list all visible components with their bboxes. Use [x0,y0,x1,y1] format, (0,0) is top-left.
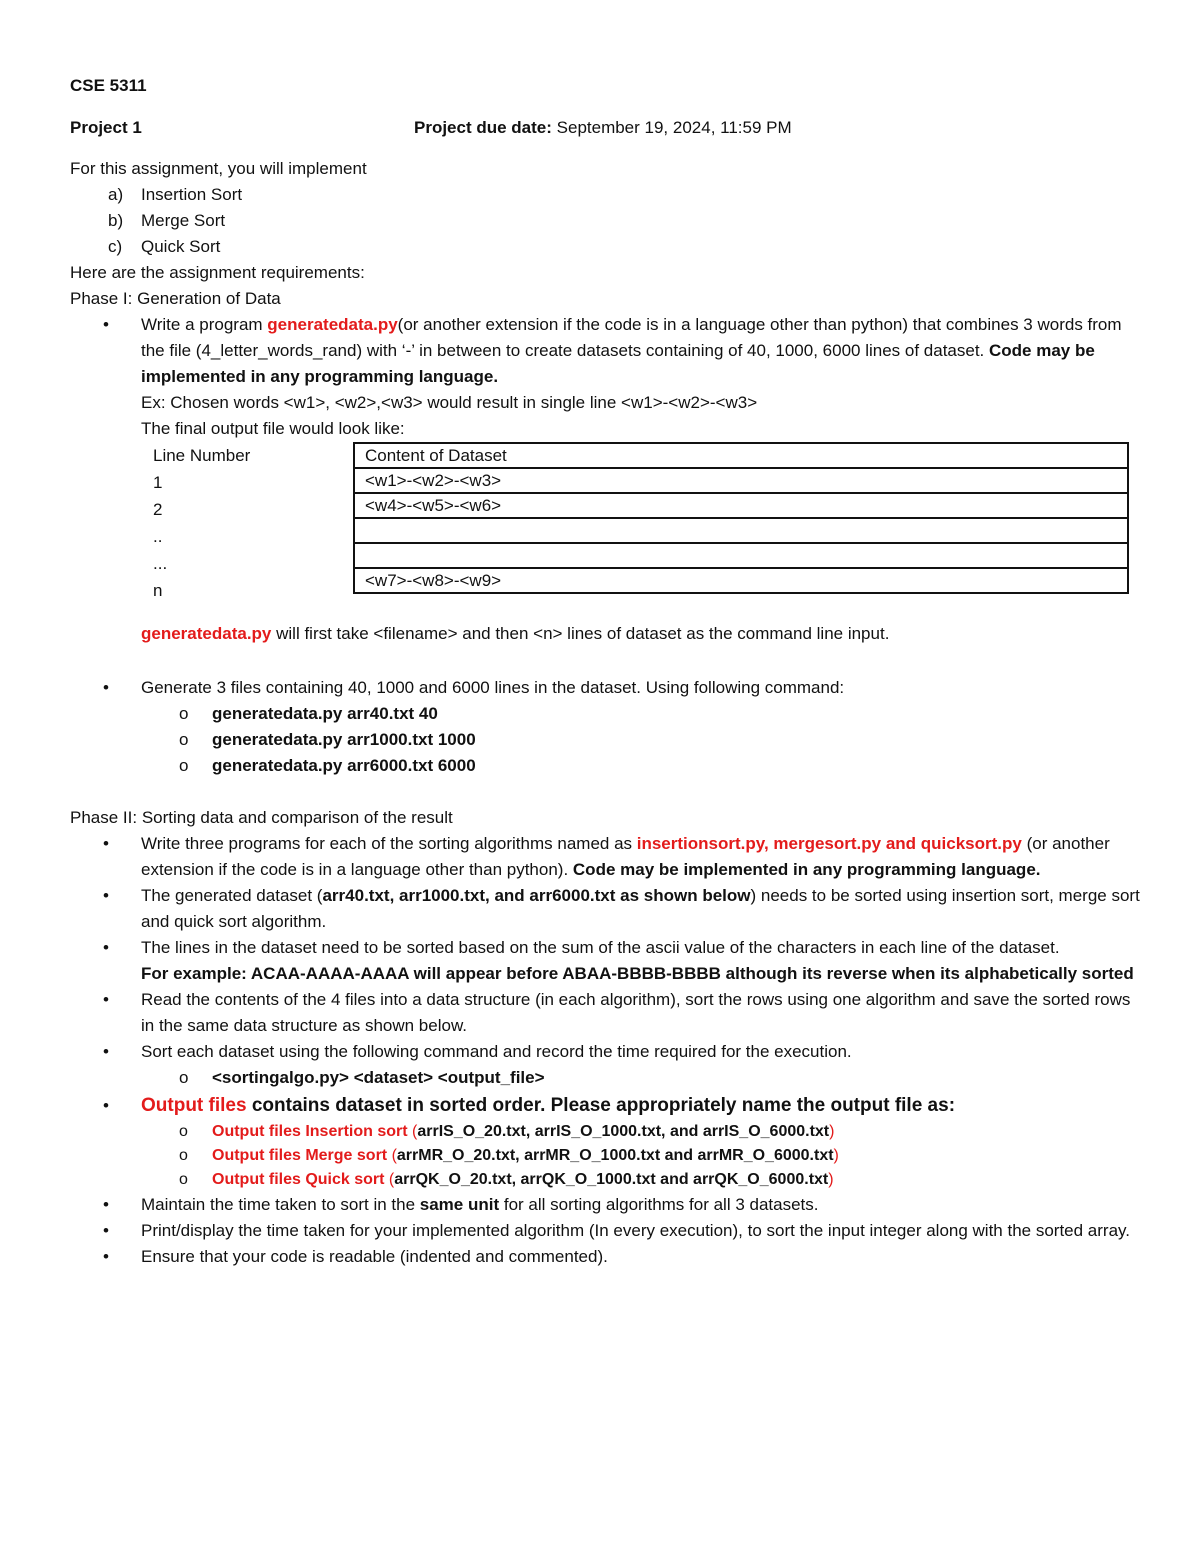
bullet-icon: • [103,886,109,905]
due-label: Project due date: [414,118,552,137]
table-cell: <w1>-<w2>-<w3> [354,468,1128,493]
output-intro: The final output file would look like: [141,419,405,438]
bullet-icon: • [103,938,109,957]
table-header-cell: Content of Dataset [354,443,1128,468]
line-number: n [153,581,163,600]
bullet-icon: • [103,1096,109,1115]
table-row [354,493,1128,518]
phase1-list [70,312,1140,442]
program-name: generatedata.py [141,624,272,643]
document-page [70,73,1140,1270]
list-item: • Ensure that your code is readable (indented and commented). [70,1244,1140,1270]
sort-example: For example: ACAA-AAAA-AAAA will appear before ABAA-BBBB-BBBB although its reverse when its alphabetically sorted [141,964,1134,983]
list-item: • Output files contains dataset in sorted order. Please appropriately name the output file as: o Output files Insertion sort (arrIS_O_20.txt, arrIS_O_1000.txt, and arrIS_O_6000.txt) o Output files Merge sort (arrMR_O_20.txt, arrMR_O_1000.txt and arrMR_O_6000.txt) o Output files Quick sort (arrQK_O_20.txt, arrQK_O_1000.txt and arrQK_O_6000.txt) [70,1091,1140,1192]
command-item: o generatedata.py arr1000.txt 1000 [179,730,476,749]
table-row [354,568,1128,593]
table-cell: <w4>-<w5>-<w6> [354,493,1128,518]
course-code: CSE 5311 [70,76,147,95]
line-number-header: Line Number [153,446,251,465]
table-row [354,543,1128,568]
phase2-title: Phase II: Sorting data and comparison of the result [70,808,453,827]
after-table-note: generatedata.py will first take <filename> and then <n> lines of dataset as the command line input. [141,624,890,643]
output-item: o Output files Merge sort (arrMR_O_20.txt, arrMR_O_1000.txt and arrMR_O_6000.txt) [179,1147,839,1164]
list-item: • Sort each dataset using the following command and record the time required for the execution. o <sortingalgo.py> <dataset> <output_file> [70,1039,1140,1091]
phase1-title: Phase I: Generation of Data [70,289,281,308]
list-item: • Print/display the time taken for your implemented algorithm (In every execution), to sort the input integer along with the sorted array. [70,1218,1140,1244]
line-number: .. [153,527,163,546]
bullet-icon: • [103,678,109,697]
phase2-list [70,831,1140,1270]
line-number-column [153,442,353,604]
bullet-icon: • [103,990,109,1009]
output-item: o Output files Insertion sort (arrIS_O_20.txt, arrIS_O_1000.txt, and arrIS_O_6000.txt) [179,1123,835,1140]
phase1-list-2 [70,675,1140,779]
dataset-table [353,442,1129,594]
table-cell: <w7>-<w8>-<w9> [354,568,1128,593]
list-item: b) Merge Sort [108,211,226,230]
command-item: o generatedata.py arr6000.txt 6000 [179,756,476,775]
output-file-list [141,1120,1140,1192]
output-item: o Output files Quick sort (arrQK_O_20.txt, arrQK_O_1000.txt and arrQK_O_6000.txt) [179,1171,834,1188]
requirements-heading: Here are the assignment requirements: [70,263,365,282]
table-row [354,518,1128,543]
example-text: Ex: Chosen words <w1>, <w2>,<w3> would result in single line <w1>-<w2>-<w3> [141,393,758,412]
program-name: generatedata.py [267,315,398,334]
command-item: o <sortingalgo.py> <dataset> <output_file> [179,1068,545,1087]
bullet-icon: • [103,1042,109,1061]
algorithm-list [70,182,1140,260]
due-date [414,115,792,141]
list-item: c) Quick Sort [108,237,221,256]
bullet-icon: • [103,1247,109,1266]
list-item: • The lines in the dataset need to be sorted based on the sum of the ascii value of the characters in each line of the dataset. For example: ACAA-AAAA-AAAA will appear before ABAA-BBBB-BBBB although its reverse when its alphabetically sorted [70,935,1140,987]
list-item: • Read the contents of the 4 files into a data structure (in each algorithm), sort the rows using one algorithm and save the sorted rows in the same data structure as shown below. [70,987,1140,1039]
line-number: ... [153,554,168,573]
dataset-table-wrap [141,442,1140,600]
list-item: • Write a program generatedata.py(or another extension if the code is in a language other than python) that combines 3 words from the file (4_letter_words_rand) with ‘-’ in between to create datasets containing of 40, 1000, 6000 lines of dataset. Code may be implemented in any programming language. Ex: Chosen words <w1>, <w2>,<w3> would result in single line <w1>-<w2>-<w3> The final output file would look like: [70,312,1140,442]
program-names: insertionsort.py, mergesort.py and quicksort.py [636,834,1022,853]
project-title: Project 1 [70,118,142,137]
command-list [141,701,1140,779]
bullet-icon: • [103,315,109,334]
bullet-icon: • [103,834,109,853]
intro-text: For this assignment, you will implement [70,159,367,178]
line-number: 2 [153,500,163,519]
command-item: o generatedata.py arr40.txt 40 [179,704,438,723]
table-cell [354,543,1128,568]
line-number: 1 [153,473,163,492]
project-row [70,115,1140,141]
table-row [354,443,1128,468]
command-list [141,1065,1140,1091]
list-item: • Write three programs for each of the sorting algorithms named as insertionsort.py, mergesort.py and quicksort.py (or another extension if the code is in a language other than python). Code may be implemented in any programming language. [70,831,1140,883]
bullet-icon: • [103,1195,109,1214]
due-value: September 19, 2024, 11:59 PM [551,118,792,137]
list-item: • The generated dataset (arr40.txt, arr1000.txt, and arr6000.txt as shown below) needs to be sorted using insertion sort, merge sort and quick sort algorithm. [70,883,1140,935]
list-item: • Maintain the time taken to sort in the same unit for all sorting algorithms for all 3 datasets. [70,1192,1140,1218]
bullet-icon: • [103,1221,109,1240]
list-item: a) Insertion Sort [108,185,243,204]
list-item: • Generate 3 files containing 40, 1000 and 6000 lines in the dataset. Using following command: o generatedata.py arr40.txt 40 o generatedata.py arr1000.txt 1000 o generatedata.py arr6000.txt 6000 [70,675,1140,779]
table-cell [354,518,1128,543]
table-row [354,468,1128,493]
